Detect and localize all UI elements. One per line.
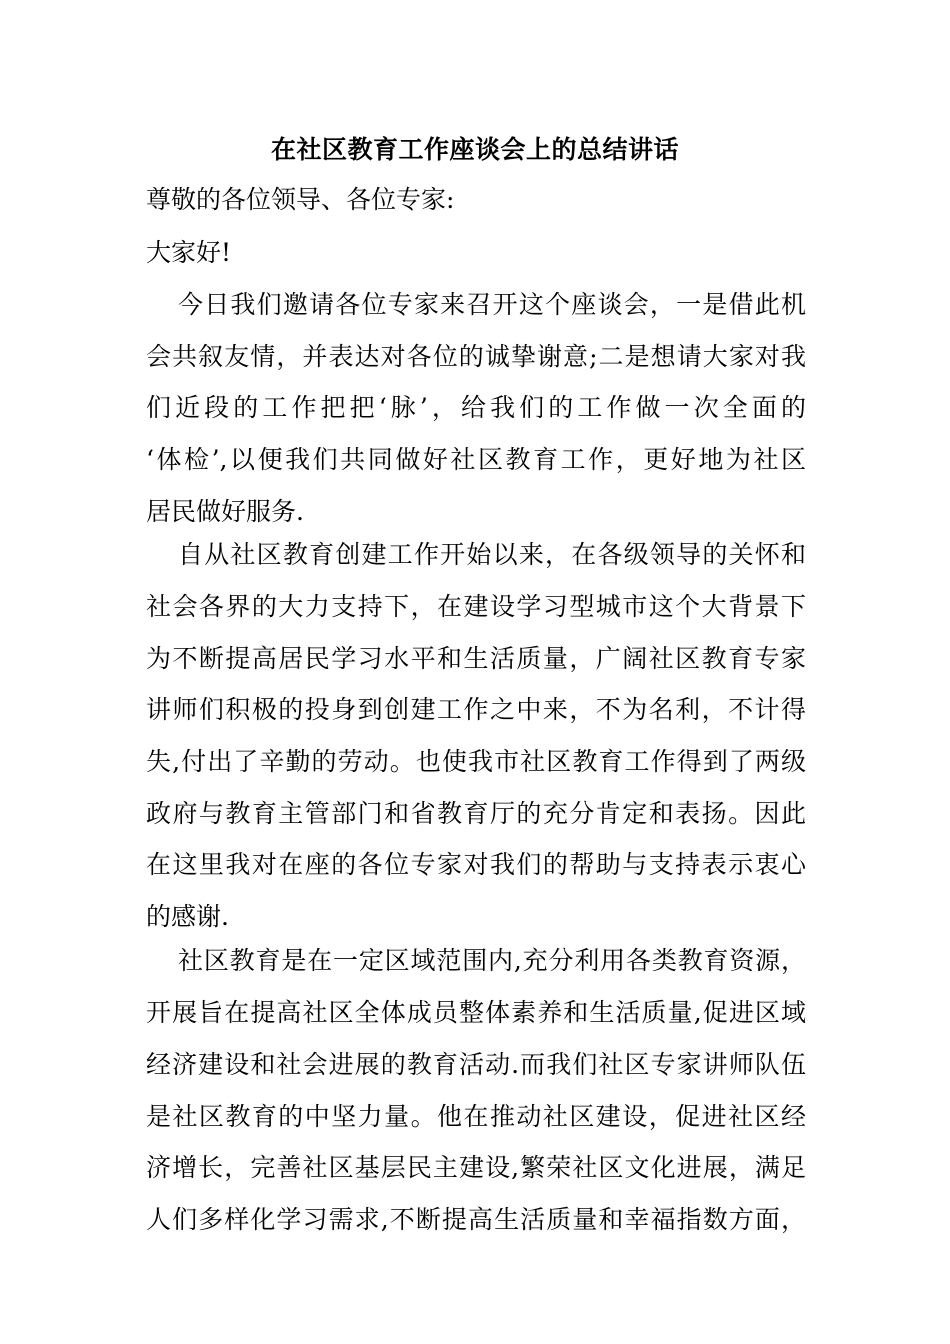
paragraph-line: 们近段的工作把把‘脉’，给我们的工作做一次全面的 <box>146 393 806 422</box>
paragraph-line: 政府与教育主管部门和省教育厅的充分肯定和表扬。因此 <box>146 799 806 828</box>
greeting: 大家好! <box>146 238 232 267</box>
paragraph-line: 会共叙友情，并表达对各位的诚挚谢意;二是想请大家对我 <box>146 342 806 371</box>
paragraph-line: 社会各界的大力支持下，在建设学习型城市这个大背景下 <box>146 592 806 621</box>
paragraph-line: 为不断提高居民学习水平和生活质量，广阔社区教育专家 <box>146 644 806 673</box>
paragraph-line: 的感谢. <box>146 902 229 931</box>
document-title: 在社区教育工作座谈会上的总结讲话 <box>270 135 679 164</box>
paragraph-line: 经济建设和社会进展的教育活动.而我们社区专家讲师队伍 <box>146 1050 806 1079</box>
paragraph-line: 今日我们邀请各位专家来召开这个座谈会，一是借此机 <box>178 290 806 319</box>
paragraph-line: 讲师们积极的投身到创建工作之中来，不为名利，不计得 <box>146 695 806 724</box>
paragraph-line: 居民做好服务. <box>146 497 304 526</box>
paragraph-line: 人们多样化学习需求,不断提高生活质量和幸福指数方面， <box>146 1205 806 1234</box>
paragraph-line: 济增长，完善社区基层民主建设,繁荣社区文化进展，满足 <box>146 1153 806 1182</box>
paragraph-line: 是社区教育的中坚力量。他在推动社区建设，促进社区经 <box>146 1102 806 1131</box>
paragraph-line: 社区教育是在一定区域范围内,充分利用各类教育资源， <box>178 946 806 975</box>
paragraph-line: ‘体检’,以便我们共同做好社区教育工作，更好地为社区 <box>146 445 806 474</box>
paragraph-line: 自从社区教育创建工作开始以来，在各级领导的关怀和 <box>178 540 806 569</box>
salutation: 尊敬的各位领导、各位专家: <box>146 185 455 214</box>
paragraph-line: 开展旨在提高社区全体成员整体素养和生活质量,促进区域 <box>146 998 806 1027</box>
paragraph-line: 失,付出了辛勤的劳动。也使我市社区教育工作得到了两级 <box>146 747 806 776</box>
paragraph-line: 在这里我对在座的各位专家对我们的帮助与支持表示衷心 <box>146 850 806 879</box>
